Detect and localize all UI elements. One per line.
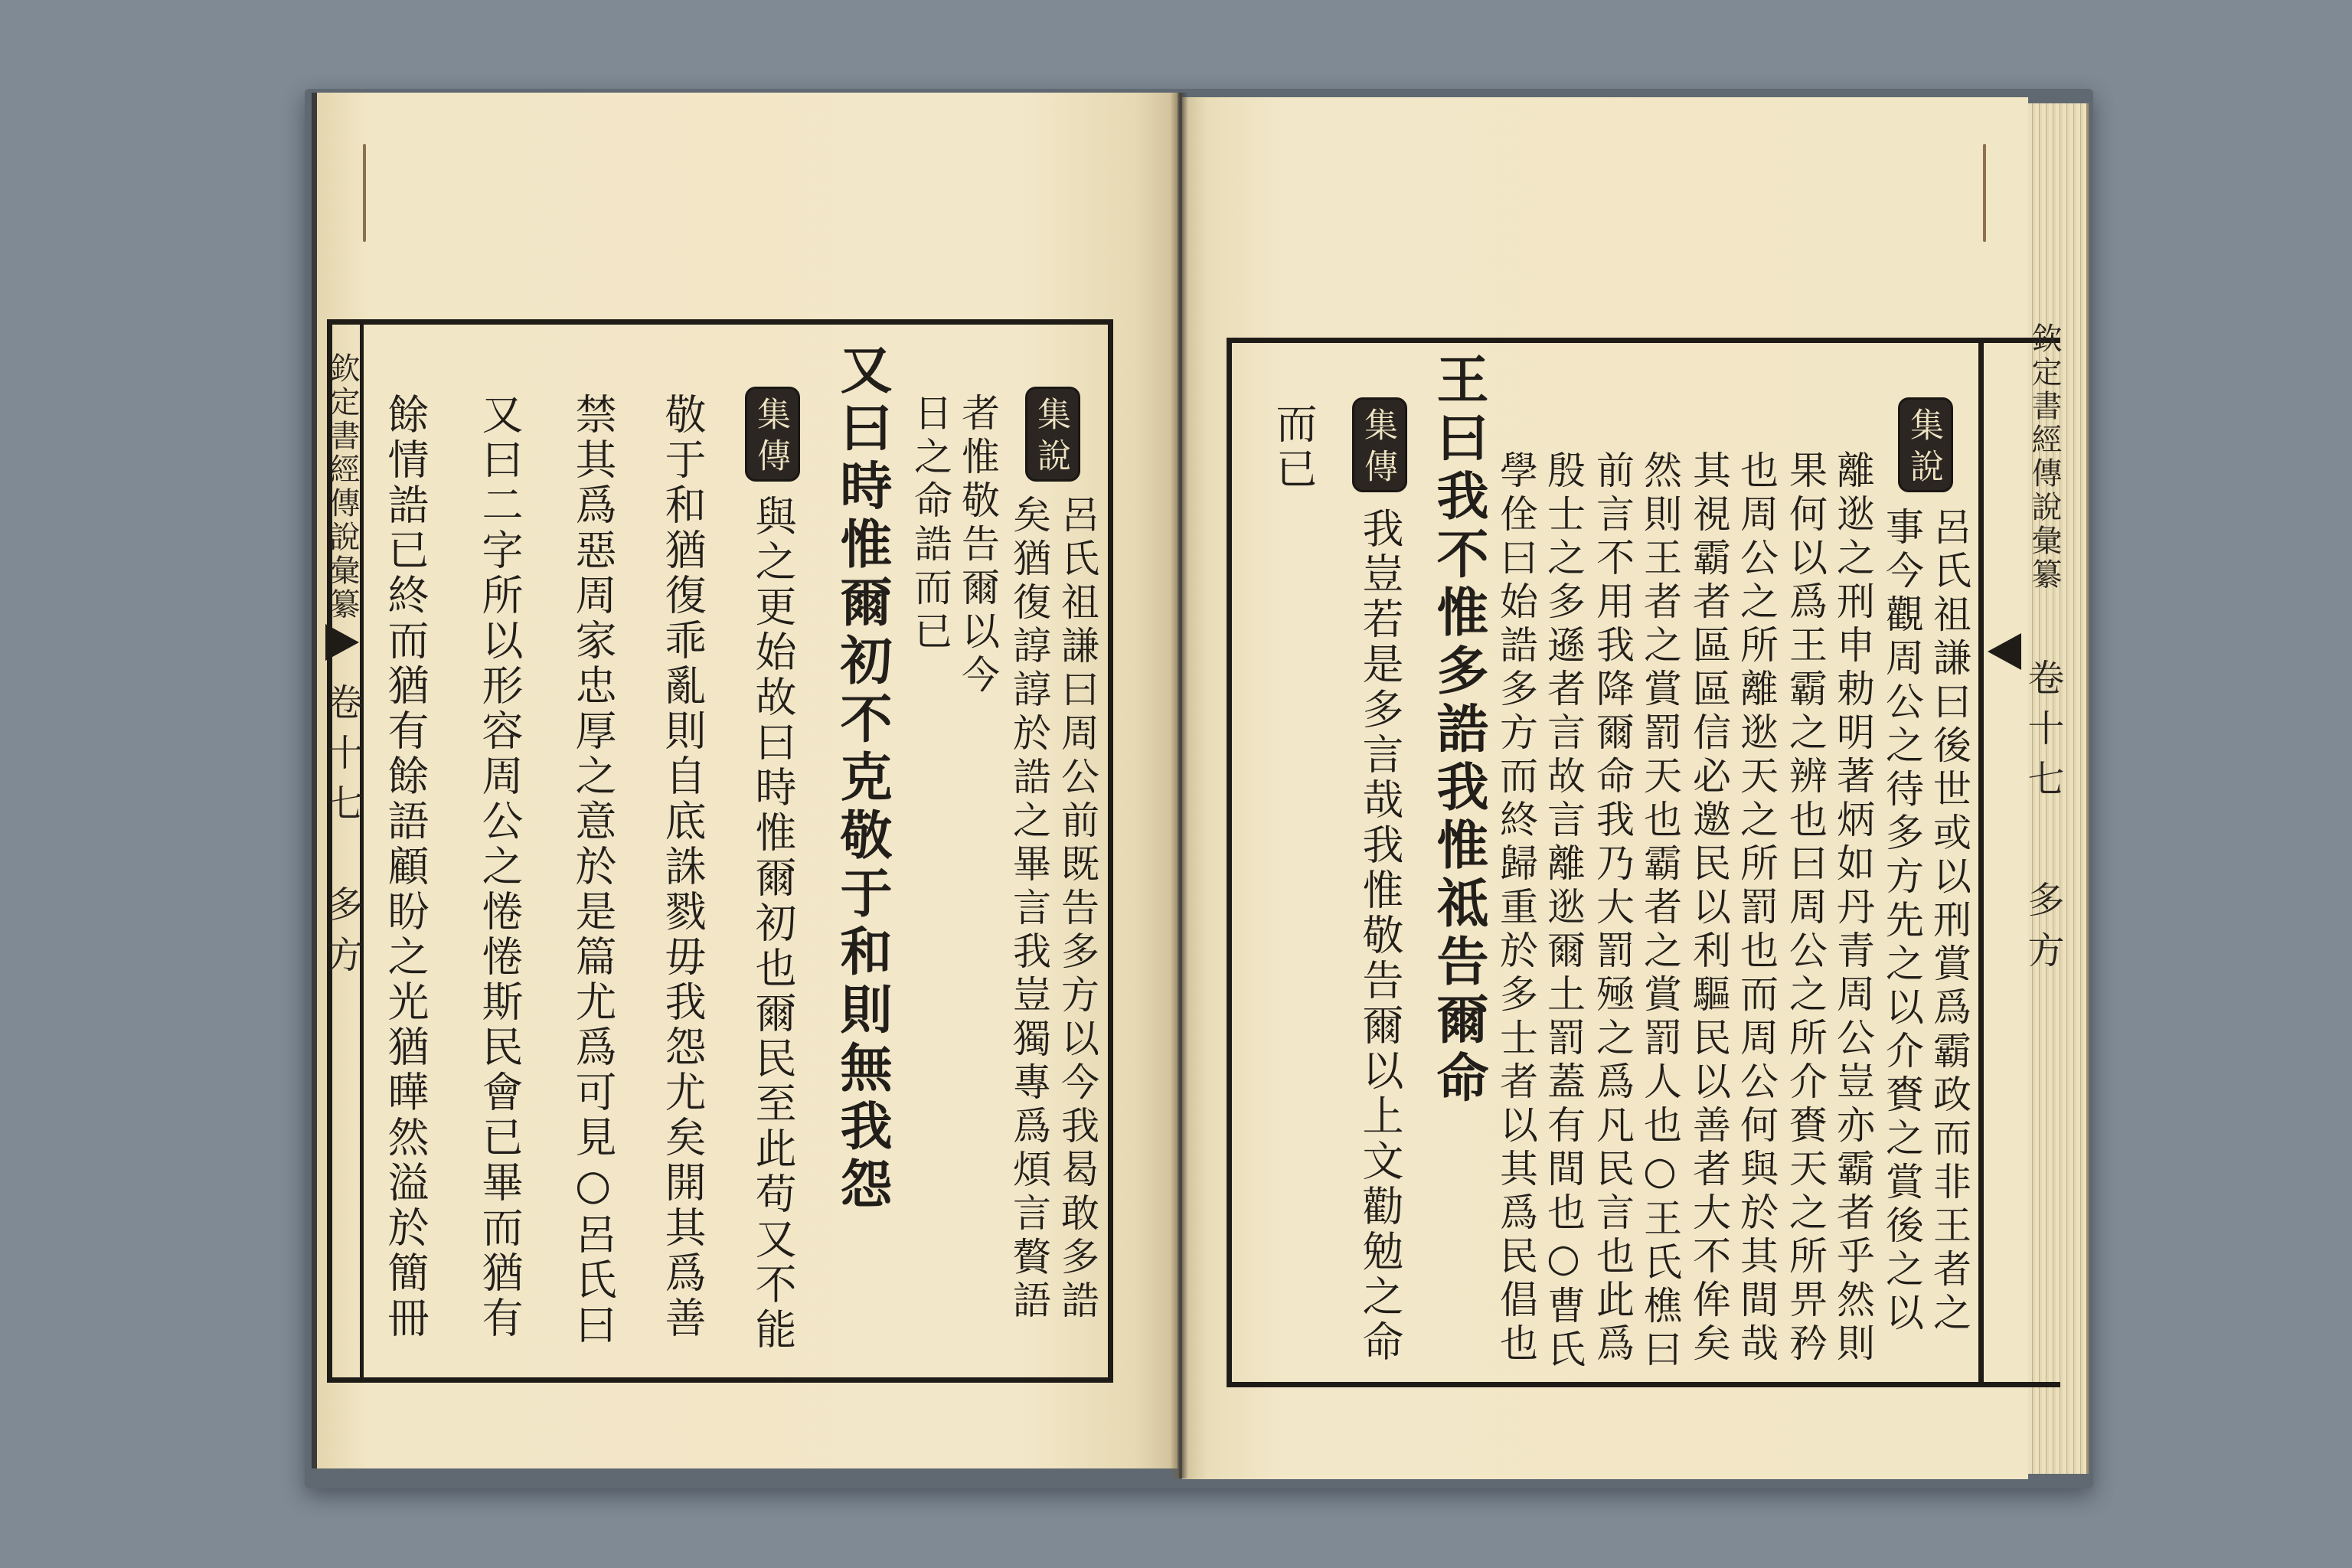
commentary-column: 與之更始故曰時惟爾初也爾民至此苟又不能 — [749, 495, 797, 1353]
classic-text-column: 王曰我不惟多誥我惟祗告爾命 — [1428, 352, 1489, 1109]
jishuo-label: 集說 — [1025, 387, 1080, 482]
commentary-column: 前言不用我降爾命我乃大罰殛之爲凡民言也此爲 — [1590, 450, 1635, 1367]
jishuo-label: 集說 — [1898, 397, 1953, 492]
commentary-column: 學佺曰始誥多方而終歸重於多士者以其爲民倡也 — [1494, 450, 1538, 1367]
right-banxin-section: 多方 — [2021, 880, 2064, 982]
left-banxin-title: 欽定書經傳說彙纂 — [325, 352, 360, 622]
commentary-column: 餘情誥已終而猶有餘語顧盼之光猶曄然溢於簡冊 — [381, 393, 430, 1341]
commentary-column: 禁其爲惡周家忠厚之意於是篇尤爲可見○呂氏曰 — [569, 393, 617, 1348]
commentary-column: 敬于和猶復乖亂則自底誅戮毋我怨尤矣開其爲善 — [658, 393, 707, 1341]
commentary-column: 其視霸者區區信必邀民以利驅民以善者大不侔矣 — [1687, 450, 1731, 1367]
commentary-column: 矣猶復諄諄於誥之畢言我豈獨專爲煩言贅語 — [1007, 495, 1051, 1324]
commentary-column: 事今觀周公之待多方先之以介賚之賞後之以 — [1880, 507, 1924, 1336]
jizhuan-label: 集傳 — [745, 387, 800, 482]
left-fishtail-icon — [325, 624, 359, 661]
right-banxin-bottom-rule — [1984, 1382, 2060, 1387]
paper-wear-mark — [363, 144, 366, 242]
commentary-column: 然則王者之賞罰天也霸者之賞罰人也○王氏樵曰 — [1638, 450, 1682, 1373]
commentary-column: 我豈若是多言哉我惟敬告爾以上文勸勉之命 — [1356, 507, 1404, 1365]
commentary-column: 呂氏祖謙曰後世或以刑賞爲霸政而非王者之 — [1927, 507, 1971, 1336]
commentary-column: 日之命誥而已 — [908, 393, 952, 655]
classic-text-column: 又曰時惟爾初不克敬于和則無我怨 — [831, 342, 893, 1215]
left-banxin-section: 多方 — [320, 885, 363, 986]
left-banxin-volume: 卷十七 — [320, 683, 363, 835]
commentary-column: 離逖之刑申勅明著炳如丹青周公豈亦霸者乎然則 — [1831, 450, 1875, 1367]
right-banxin-volume: 卷十七 — [2021, 658, 2064, 810]
commentary-column: 殷士之多遜者言故言離逖爾土罰蓋有間也○曹氏 — [1541, 450, 1586, 1373]
right-banxin-title: 欽定書經傳說彙纂 — [2027, 322, 2062, 592]
commentary-column: 也周公之所離逖天之所罰也而周公何與於其間哉 — [1734, 450, 1779, 1367]
right-fishtail-icon — [1988, 633, 2021, 670]
commentary-column: 而已 — [1269, 402, 1318, 492]
commentary-column: 者惟敬告爾以今 — [956, 393, 1000, 698]
paper-wear-mark — [1983, 144, 1986, 242]
book-gutter — [1170, 93, 1188, 1478]
commentary-column: 又曰二字所以形容周公之惓惓斯民會已畢而猶有 — [475, 393, 524, 1341]
commentary-column: 果何以爲王霸之辨也曰周公之所介賚天之所畀矜 — [1783, 450, 1828, 1367]
commentary-column: 呂氏祖謙曰周公前既告多方以今我曷敢多誥 — [1055, 495, 1099, 1324]
jizhuan-label: 集傳 — [1352, 397, 1407, 492]
